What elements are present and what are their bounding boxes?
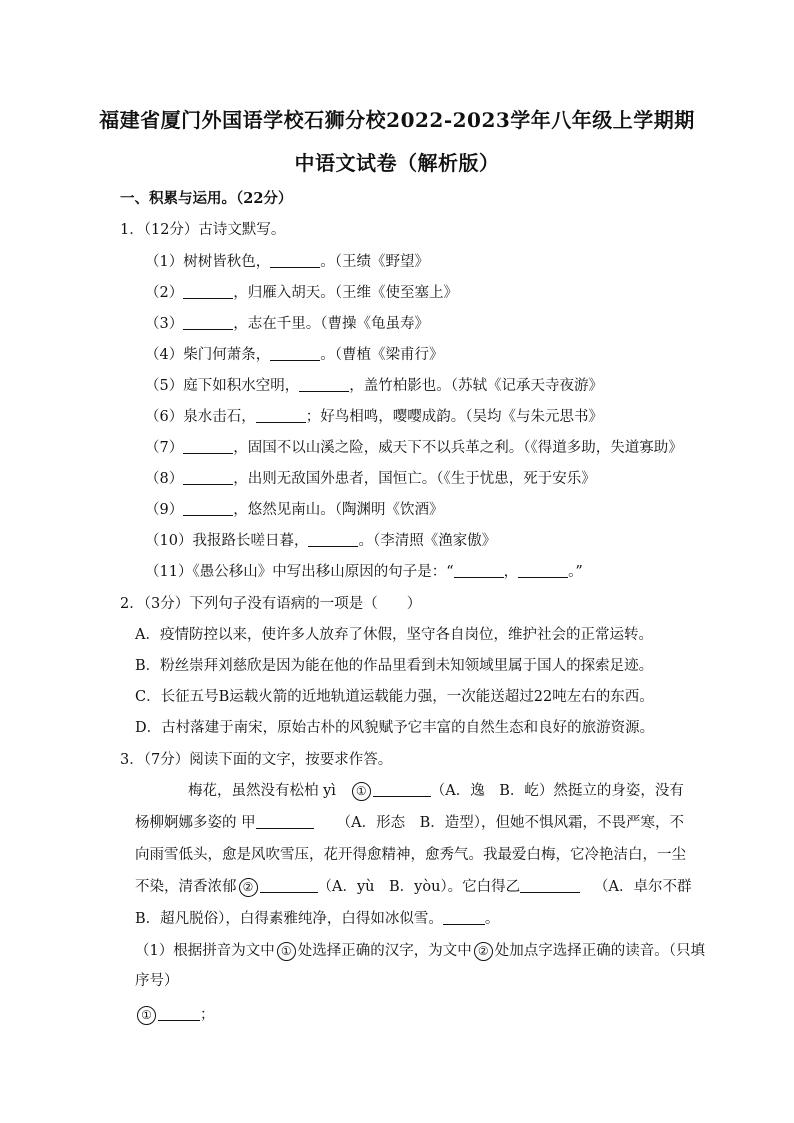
q3-sub1-text: （1）根据拼音为文中 bbox=[135, 943, 275, 959]
q1-item-2-pre: （2） bbox=[145, 285, 184, 301]
answer-blank[interactable] bbox=[518, 563, 568, 578]
q1-item-8-post: ，出则无敌国外患者，国恒亡。（《生于忧患，死于安乐》 bbox=[233, 471, 596, 487]
q1-item-11-post: 。” bbox=[568, 564, 583, 580]
answer-blank[interactable] bbox=[373, 782, 431, 797]
section-heading: 一、积累与运用。（22分） bbox=[120, 190, 293, 207]
document-title-line1: 福建省厦门外国语学校石狮分校2022-2023学年八年级上学期期 bbox=[99, 108, 695, 132]
answer-blank[interactable] bbox=[183, 315, 233, 330]
q1-item-10-pre: （10）我报路长嗟日暮， bbox=[145, 533, 309, 549]
q3-sub1-line-2: 序号） bbox=[135, 973, 179, 989]
passage-line-2 bbox=[135, 811, 685, 832]
q1-item-10-post: 。（李清照《渔家傲》 bbox=[358, 533, 497, 549]
circled-number-1: ① bbox=[137, 1006, 156, 1025]
circled-number-2: ② bbox=[239, 878, 258, 897]
q3-answer-line bbox=[135, 1003, 675, 1025]
passage-text: 杨柳婀娜多姿的 甲 bbox=[135, 815, 256, 831]
q2-option-a: A．疫情防控以来，使许多人放弃了休假，坚守各自岗位，维护社会的正常运转。 bbox=[135, 627, 653, 643]
q1-item-7 bbox=[145, 436, 683, 457]
passage-text: （A．卓尔不群 bbox=[594, 879, 692, 895]
q1-item-9-post: ，悠然见南山。（陶渊明《饮酒》 bbox=[233, 502, 444, 518]
q1-item-11 bbox=[145, 560, 583, 581]
answer-blank[interactable] bbox=[443, 910, 485, 925]
circled-number-2: ② bbox=[474, 942, 493, 961]
answer-blank[interactable] bbox=[183, 470, 233, 485]
q1-item-7-post: ，固国不以山溪之险，威天下不以兵革之利。（《得道多助，失道寡助》 bbox=[233, 440, 683, 456]
q1-item-11-mid: ， bbox=[503, 564, 519, 580]
passage-text: 。 bbox=[484, 911, 500, 927]
q3-sub1-text: 处加点字选择正确的读音。（只填 bbox=[494, 943, 705, 959]
passage-text: 不染，清香浓郁 bbox=[135, 879, 237, 895]
answer-blank[interactable] bbox=[183, 439, 233, 454]
q2-option-b: B．粉丝崇拜刘慈欣是因为能在他的作品里看到未知领域里属于国人的探索足迹。 bbox=[135, 658, 654, 674]
q1-item-9-pre: （9） bbox=[145, 502, 184, 518]
q1-item-2-post: ，归雁入胡天。（王维《使至塞上》 bbox=[233, 285, 458, 301]
q1-item-6-post: ；好鸟相鸣，嘤嘤成韵。（吴均《与朱元思书》 bbox=[305, 409, 603, 425]
q3-sub1-line-1 bbox=[135, 939, 705, 961]
question-1-stem: 1．（12分）古诗文默写。 bbox=[120, 222, 286, 238]
answer-blank[interactable] bbox=[270, 346, 320, 361]
question-2-stem: 2．（3分）下列句子没有语病的一项是（ ） bbox=[120, 596, 422, 612]
answer-blank[interactable] bbox=[270, 253, 320, 268]
q1-item-1 bbox=[145, 250, 429, 271]
answer-blank[interactable] bbox=[520, 878, 580, 893]
q1-item-5 bbox=[145, 374, 603, 395]
q1-item-5-pre: （5）庭下如积水空明， bbox=[145, 378, 300, 394]
passage-text: （A．逸 B．屹）然挺立的身姿，没有 bbox=[430, 783, 684, 799]
answer-blank[interactable] bbox=[299, 377, 349, 392]
q1-item-1-pre: （1）树树皆秋色， bbox=[145, 254, 271, 270]
answer-blank[interactable] bbox=[158, 1006, 200, 1021]
circled-number-1: ① bbox=[277, 942, 296, 961]
q3-sub1-text: 处选择正确的汉字，为文中 bbox=[297, 943, 472, 959]
passage-line-1 bbox=[188, 779, 728, 801]
passage-text: 梅花，虽然没有松柏 yì bbox=[188, 783, 336, 799]
answer-blank[interactable] bbox=[454, 563, 504, 578]
document-title-line2: 中语文试卷（解析版） bbox=[294, 151, 500, 175]
q1-item-6 bbox=[145, 405, 603, 426]
q2-option-c: C．长征五号B运载火箭的近地轨道运载能力强，一次能送超过22吨左右的东西。 bbox=[135, 689, 654, 705]
q1-item-8 bbox=[145, 467, 596, 488]
q1-item-2 bbox=[145, 281, 458, 302]
q1-item-3 bbox=[145, 312, 429, 333]
q1-item-6-pre: （6）泉水击石， bbox=[145, 409, 256, 425]
q1-item-11-pre: （11）《愚公移山》中写出移山原因的句子是：“ bbox=[145, 564, 454, 580]
q1-item-8-pre: （8） bbox=[145, 471, 184, 487]
answer-blank[interactable] bbox=[260, 878, 318, 893]
q2-option-d: D．古村落建于南宋，原始古朴的风貌赋予它丰富的自然生态和良好的旅游资源。 bbox=[135, 720, 655, 736]
answer-blank[interactable] bbox=[308, 532, 358, 547]
answer-blank[interactable] bbox=[183, 284, 233, 299]
answer-blank[interactable] bbox=[256, 814, 314, 829]
q1-item-9 bbox=[145, 498, 443, 519]
q1-item-10 bbox=[145, 529, 496, 550]
question-3-stem: 3．（7分）阅读下面的文字，按要求作答。 bbox=[120, 752, 393, 768]
q1-item-1-post: 。（王绩《野望》 bbox=[320, 254, 429, 270]
q3-answer-sep: ； bbox=[200, 1007, 215, 1023]
passage-line-4 bbox=[135, 875, 692, 897]
q1-item-3-post: ，志在千里。（曹操《龟虽寿》 bbox=[233, 316, 429, 332]
q1-item-5-post: ，盖竹柏影也。（苏轼《记承天寺夜游》 bbox=[349, 378, 603, 394]
passage-text: B．超凡脱俗），白得素雅纯净，白得如冰似雪。 bbox=[135, 911, 443, 927]
q1-item-3-pre: （3） bbox=[145, 316, 184, 332]
answer-blank[interactable] bbox=[256, 408, 306, 423]
passage-text: （A．yù B．yòu）。它白得乙 bbox=[317, 879, 521, 895]
passage-line-3: 向雨雪低头，愈是风吹雪压，花开得愈精神，愈秀气。我最爱白梅，它冷艳洁白，一尘 bbox=[135, 847, 686, 863]
q1-item-4 bbox=[145, 343, 443, 364]
circled-number-1: ① bbox=[352, 782, 371, 801]
answer-blank[interactable] bbox=[183, 501, 233, 516]
passage-line-5 bbox=[135, 907, 675, 928]
q1-item-7-pre: （7） bbox=[145, 440, 184, 456]
passage-text: （A．形态 B．造型），但她不惧风霜，不畏严寒，不 bbox=[336, 815, 685, 831]
q1-item-4-post: 。（曹植《梁甫行》 bbox=[320, 347, 444, 363]
q1-item-4-pre: （4）柴门何萧条， bbox=[145, 347, 271, 363]
